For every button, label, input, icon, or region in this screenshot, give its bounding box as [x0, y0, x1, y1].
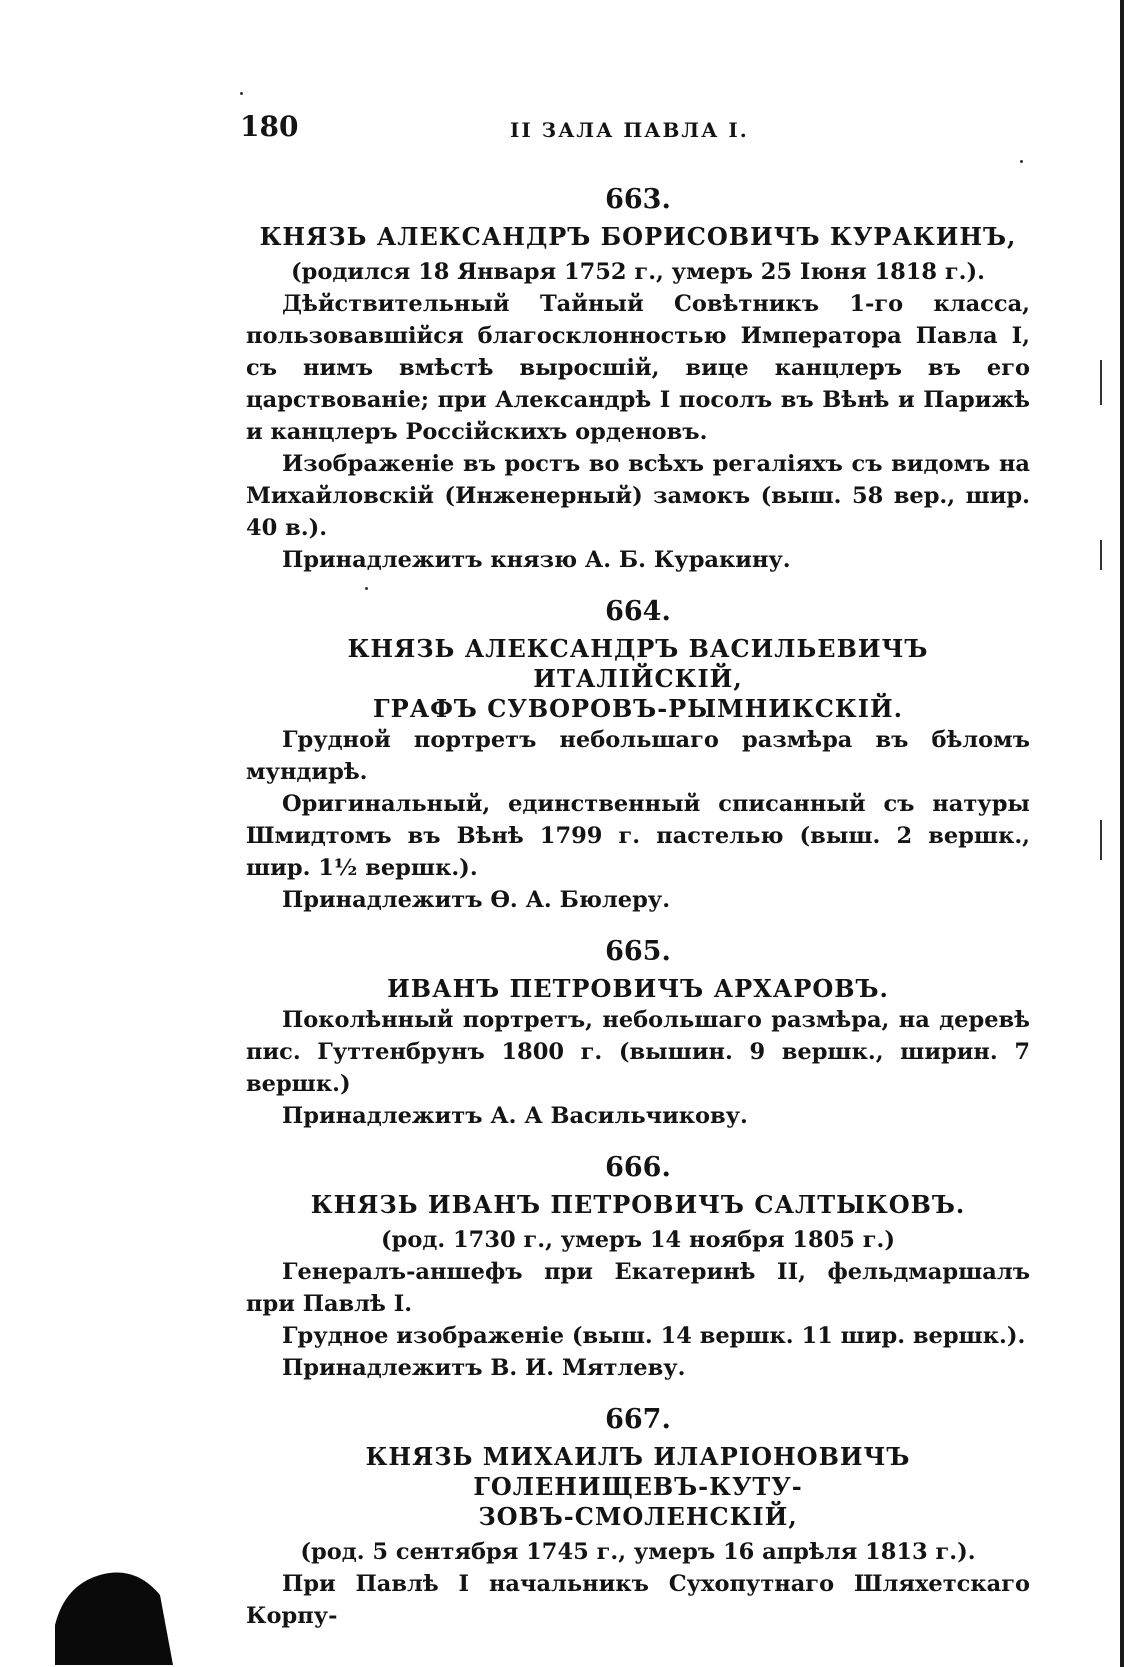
entry-number: 665. [605, 936, 671, 967]
catalog-entry [246, 182, 1030, 576]
speck [240, 92, 243, 95]
entry-description: При Павлѣ I начальникъ Сухопутнаго Шляхетскаго Корпу- [246, 1571, 1030, 1629]
entry-number: 666. [605, 1152, 671, 1183]
page-header [240, 110, 1040, 150]
entry-name: КНЯЗЬ МИХАИЛЪ ИЛАРІОНОВИЧЪ ГОЛЕНИЩЕВЪ-КУТУ- [365, 1442, 911, 1501]
entry-description: Поколѣнный портретъ, небольшаго размѣра, на деревѣ пис. Гуттенбрунъ 1800 г. (вышин. 9 вершк., ширин. 7 вершк.) [246, 1007, 1030, 1097]
thumb-shadow [55, 1555, 175, 1665]
entry-owner: Принадлежитъ князю А. Б. Куракину. [282, 547, 791, 573]
entry-description: Генералъ-аншефъ при Екатеринѣ II, фельдмаршалъ при Павлѣ I. [246, 1259, 1030, 1317]
page-edge [1120, 0, 1124, 1667]
catalog-entry [246, 1402, 1030, 1632]
entry-name: КНЯЗЬ ИВАНЪ ПЕТРОВИЧЪ САЛТЫКОВЪ. [310, 1190, 966, 1219]
entry-dates: (родился 18 Января 1752 г., умеръ 25 Іюня 1818 г.). [291, 259, 985, 285]
entry-dates: (род. 1730 г., умеръ 14 ноября 1805 г.) [380, 1227, 896, 1253]
entry-description: Грудной портретъ небольшаго размѣра въ бѣломъ мундирѣ. [246, 727, 1030, 785]
entry-name: КНЯЗЬ АЛЕКСАНДРЪ ВАСИЛЬЕВИЧЪ ИТАЛІЙСКІЙ, [347, 634, 929, 693]
scan-mark [1100, 820, 1102, 860]
catalog-entry [246, 934, 1030, 1132]
catalog-entries [246, 182, 1030, 1650]
entry-number: 667. [605, 1404, 671, 1435]
entry-description: Грудное изображеніе (выш. 14 вершк. 11 шир. вершк.). [282, 1323, 1026, 1349]
entry-description: Изображеніе въ ростъ во всѣхъ регаліяхъ съ видомъ на Михайловскій (Инженерный) замокъ (выш. 58 вер., шир. 40 в.). [246, 451, 1030, 541]
entry-owner: Принадлежитъ Ѳ. А. Бюлеру. [282, 887, 671, 913]
entry-number: 664. [605, 596, 671, 627]
speck [1020, 160, 1023, 163]
entry-name: ГРАФЪ СУВОРОВЪ-РЫМНИКСКІЙ. [373, 694, 903, 723]
catalog-entry [246, 594, 1030, 916]
entry-dates: (род. 5 сентября 1745 г., умеръ 16 апрѣля 1813 г.). [300, 1539, 976, 1565]
catalog-entry [246, 1150, 1030, 1384]
entry-description: Дѣйствительный Тайный Совѣтникъ 1-го класса, пользовавшійся благосклонностью Императора Павла I, съ нимъ вмѣстѣ выросшій, вице канцлеръ въ его царствованіе; при Александрѣ I посолъ въ Вѣнѣ и Парижѣ и канцлеръ Россійскихъ орденовъ. [246, 291, 1030, 445]
entry-number: 663. [605, 184, 671, 215]
entry-owner: Принадлежитъ А. А Васильчикову. [282, 1103, 748, 1129]
scan-mark [1100, 540, 1102, 570]
scan-mark [1100, 360, 1102, 405]
entry-name: КНЯЗЬ АЛЕКСАНДРЪ БОРИСОВИЧЪ КУРАКИНЪ, [259, 222, 1017, 251]
page-number: 180 [240, 110, 299, 143]
running-head: II ЗАЛА ПАВЛА I. [510, 118, 749, 142]
entry-name: ЗОВЪ-СМОЛЕНСКІЙ, [478, 1502, 798, 1531]
entry-name: ИВАНЪ ПЕТРОВИЧЪ АРХАРОВЪ. [387, 974, 889, 1003]
entry-owner: Принадлежитъ В. И. Мятлеву. [282, 1355, 686, 1381]
entry-description: Оригинальный, единственный списанный съ натуры Шмидтомъ въ Вѣнѣ 1799 г. пастелью (выш. 2 вершк., шир. 1½ вершк.). [246, 791, 1030, 881]
